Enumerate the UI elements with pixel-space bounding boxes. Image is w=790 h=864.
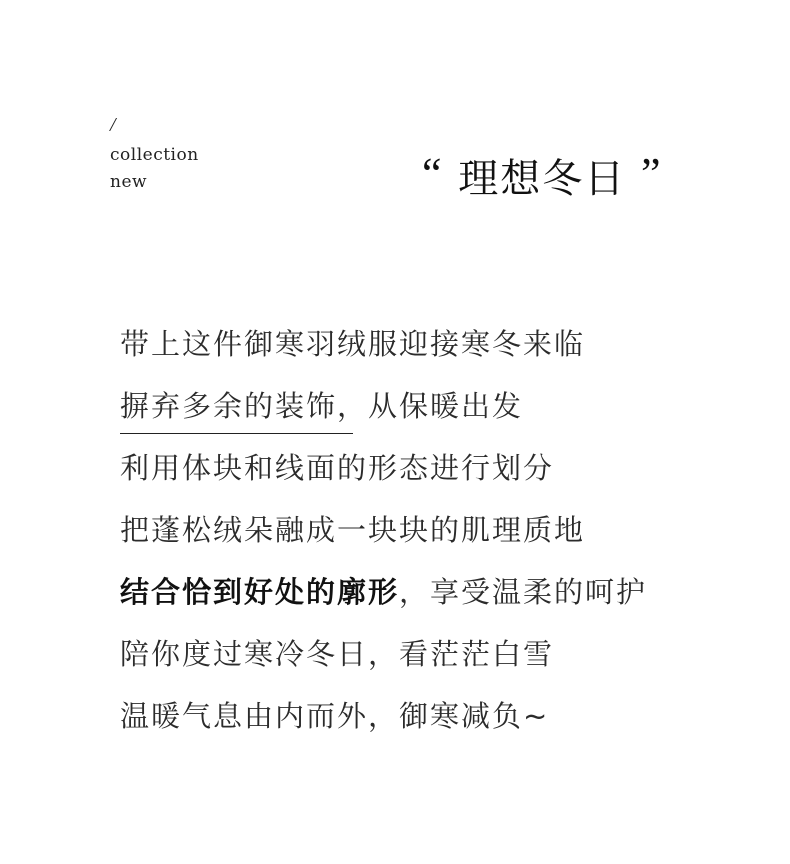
description-line-5-highlight: 结合恰到好处的廓形 — [120, 575, 400, 609]
description-line-2: 摒弃多余的装饰，从保暖出发 — [120, 389, 524, 423]
description-line-5-rest: ，享受温柔的呵护 — [399, 575, 648, 609]
description-line-1: 带上这件御寒羽绒服迎接寒冬来临 — [120, 327, 586, 361]
description-block — [120, 318, 647, 752]
description-line-6: 陪你度过寒冷冬日，看茫茫白雪 — [120, 637, 555, 671]
description-line-4: 把蓬松绒朵融成一块块的肌理质地 — [120, 513, 586, 547]
description-line-7: 温暖气息由内而外，御寒减负~ — [120, 699, 550, 733]
divider-line — [120, 433, 353, 434]
description-line-5 — [120, 566, 647, 628]
page-title — [422, 148, 663, 205]
collection-word: collection — [110, 145, 199, 165]
close-quote: ” — [640, 149, 663, 198]
slash-mark: / — [110, 114, 117, 136]
title-text: 理想冬日 — [458, 156, 627, 202]
new-word: new — [110, 172, 148, 192]
description-line-3: 利用体块和线面的形态进行划分 — [120, 451, 555, 485]
open-quote: “ — [422, 149, 444, 198]
collection-label — [110, 114, 199, 196]
